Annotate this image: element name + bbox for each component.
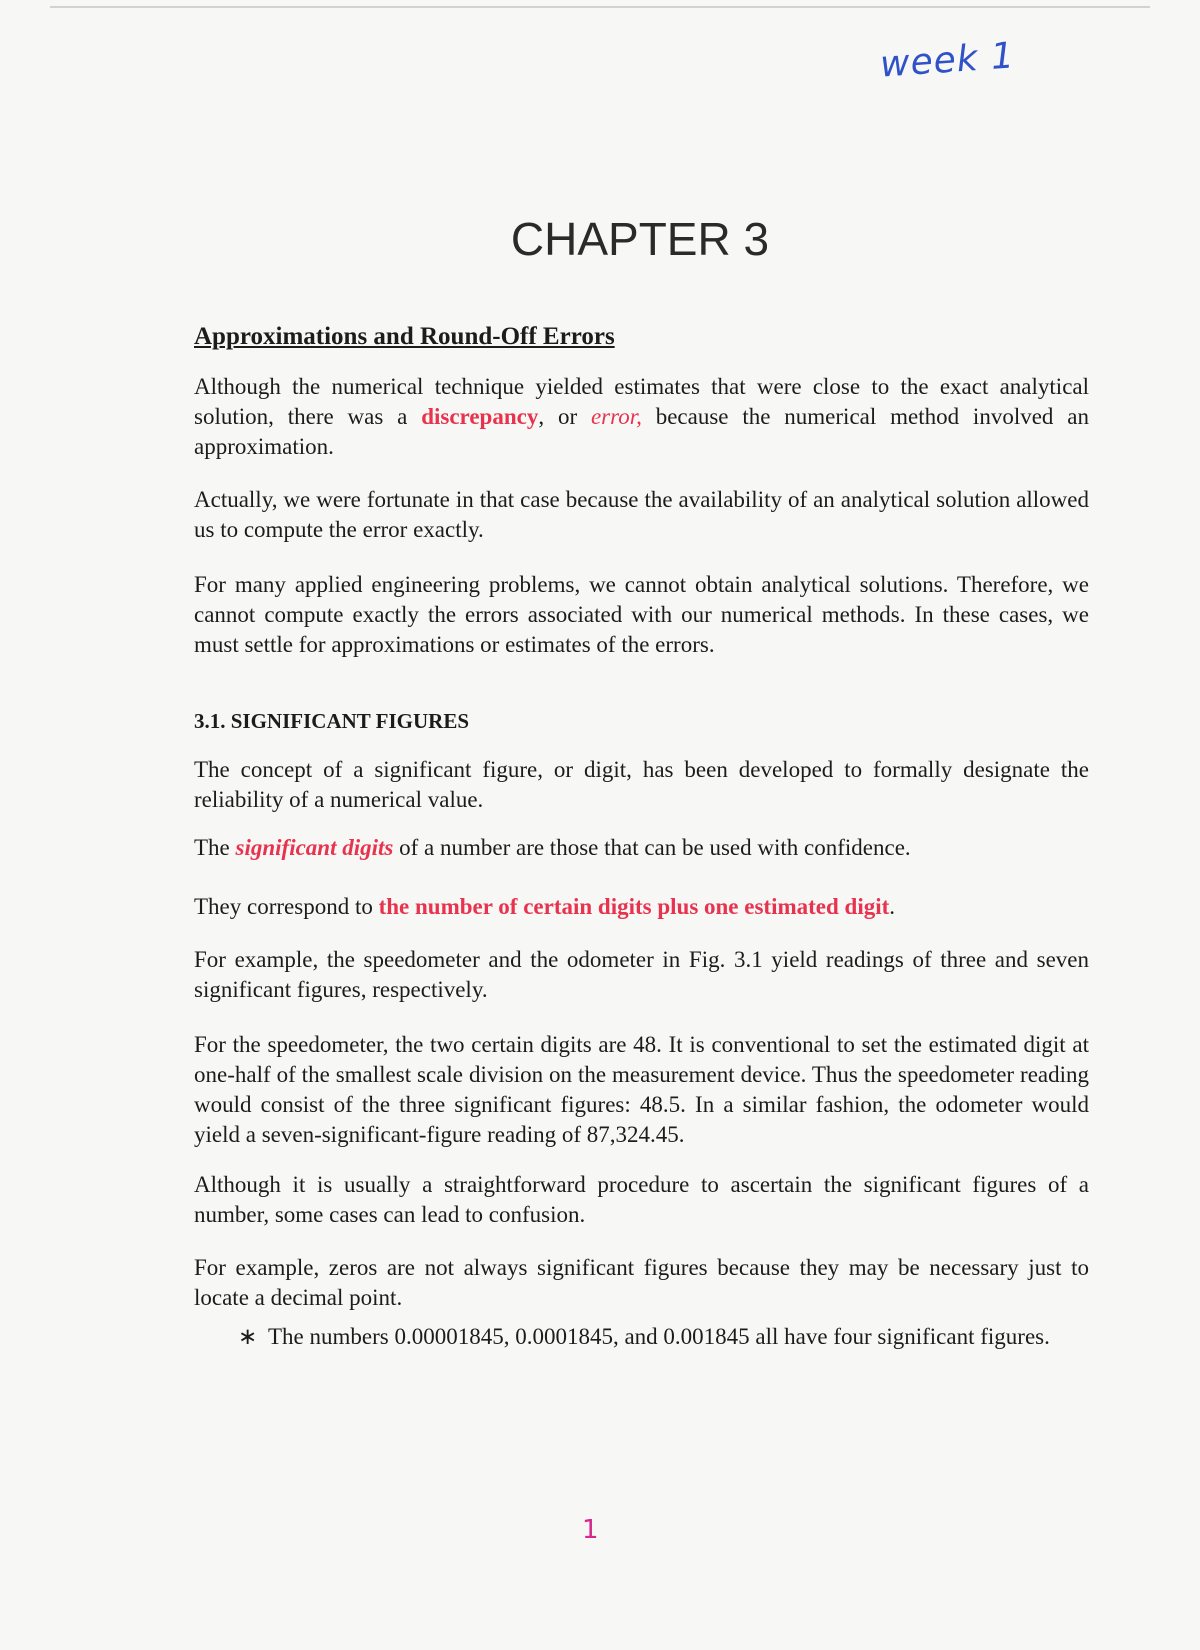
paragraph-speedometer-example: For example, the speedometer and the odometer in Fig. 3.1 yield readings of three and seven significant figures, respectively. [194,947,1089,1002]
paragraph-concept: The concept of a significant figure, or digit, has been developed to formally designate the reliability of a numerical value. [194,757,1089,812]
paragraph-zeros: For example, zeros are not always significant figures because they may be necessary just to locate a decimal point. [194,1255,1089,1310]
p6-text-end: . [889,894,896,919]
significant-figures-heading: 3.1. SIGNIFICANT FIGURES [194,709,469,733]
p5-text-end: of a number are those that can be used with confidence. [393,835,911,860]
paragraph-significant-digits [194,833,1089,863]
keyword-certain-digits: the number of certain digits plus one estimated digit [378,894,890,919]
paragraph-engineering-problems: For many applied engineering problems, we cannot obtain analytical solutions. Therefore, we cannot compute exactly the errors associated with our numerical methods. In these cases, we must settle for approximations or estimates of the errors. [194,572,1089,657]
paragraph-discrepancy [194,372,1089,462]
paragraph-certain-digits [194,892,1089,922]
p1-text-start: Although the numerical technique yielded estimates that were close to the exact analytical solution, there was a [194,374,1089,429]
bullet-text: The numbers 0.00001845, 0.0001845, and 0.001845 all have four significant figures. [268,1324,1050,1349]
top-scan-rule [50,6,1150,8]
chapter-title: CHAPTER 3 [510,213,770,265]
paragraph-confusion: Although it is usually a straightforward procedure to ascertain the significant figures of a number, some cases can lead to confusion. [194,1172,1089,1227]
page-number: 1 [582,1515,599,1545]
bullet-asterisk-icon: ∗ [238,1324,258,1349]
bullet-item [238,1322,1093,1352]
p6-text-start: They correspond to [194,894,379,919]
p5-text-start: The [194,835,236,860]
keyword-discrepancy: discrepancy [421,404,539,429]
keyword-error: error, [590,404,642,429]
p1-text-mid: , or [538,404,591,429]
handwritten-week-note: week 1 [878,35,1017,86]
paragraph-speedometer-detail: For the speedometer, the two certain digits are 48. It is conventional to set the estimated digit at one-half of the smallest scale division on the measurement device. Thus the speedometer reading would consist of the three significant figures: 48.5. In a similar fashion, the odometer would yield a seven-significant-figure reading of 87,324.45. [194,1032,1089,1147]
p1-text-end: because the numerical method involved an approximation. [194,404,1089,459]
section-heading: Approximations and Round-Off Errors [194,323,615,350]
paragraph-fortunate: Actually, we were fortunate in that case because the availability of an analytical solution allowed us to compute the error exactly. [194,487,1089,542]
keyword-significant-digits: significant digits [235,835,394,860]
